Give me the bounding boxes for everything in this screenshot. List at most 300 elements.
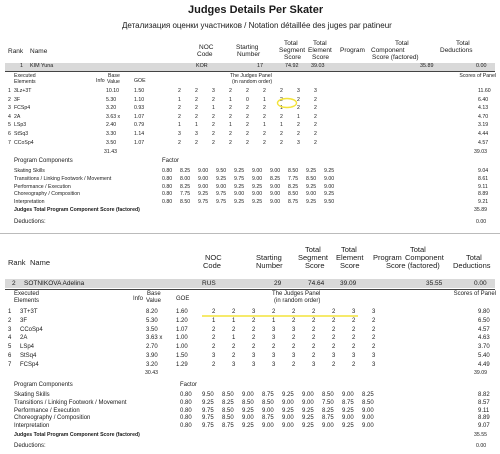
judge-score: 1	[232, 317, 236, 324]
component-judge: 9.25	[242, 423, 254, 430]
judge-score: 1	[263, 96, 266, 103]
lbl-elements: Elements	[14, 79, 36, 85]
component-judge: 9.00	[306, 191, 317, 198]
component-name: Interpretation	[14, 199, 45, 206]
judge-score: 2	[246, 105, 249, 112]
element-goe: 1.00	[176, 335, 188, 342]
component-factor: 0.80	[162, 191, 173, 198]
component-judge: 9.25	[306, 183, 317, 190]
judge-score: 1	[232, 335, 236, 342]
component-judge: 9.25	[302, 415, 314, 422]
judge-score: 2	[263, 105, 266, 112]
component-name: Choreography / Composition	[14, 191, 81, 198]
judge-score: 2	[195, 139, 198, 146]
s2-lbl-executed: Executed	[14, 291, 40, 297]
judge-score: 2	[332, 317, 336, 324]
judge-score: 3	[272, 361, 276, 368]
ded-label-2: Deductions:	[14, 443, 46, 449]
element-code: LSp4	[20, 344, 35, 351]
component-judge: 8.75	[262, 415, 274, 422]
judge-score: 3	[252, 309, 256, 315]
component-judge: 9.25	[252, 199, 263, 206]
component-judge: 9.00	[362, 423, 374, 430]
component-judge: 9.25	[302, 407, 314, 414]
component-judge: 9.75	[202, 407, 214, 414]
judge-score: 3	[272, 353, 276, 359]
component-judge: 8.25	[180, 183, 191, 190]
component-judge: 9.00	[242, 415, 254, 422]
judge-score: 2	[246, 139, 249, 146]
judge-score: 2	[246, 88, 249, 94]
judge-score: 3	[292, 353, 296, 359]
judge-score: 2	[292, 317, 296, 324]
s2-col-pcs-1: Total	[410, 245, 426, 254]
skater2-row	[0, 280, 500, 287]
component-judge: 9.00	[262, 407, 274, 414]
component-factor: 0.80	[162, 183, 173, 190]
element-sop: 4.49	[478, 361, 490, 368]
s2-col-rank: Rank	[8, 258, 26, 267]
ded-label-1: Deductions:	[14, 219, 46, 225]
judge-score: 2	[252, 317, 256, 324]
s2-col-starting: Starting	[256, 253, 282, 262]
judge-score: 2	[212, 113, 215, 120]
element-code: FCSp4	[14, 105, 31, 112]
lbl-goe: GOE	[134, 78, 146, 84]
component-score: 9.21	[478, 199, 489, 206]
s2-col-pcs-2: Program	[373, 253, 402, 262]
judge-score: 1	[297, 113, 300, 120]
element-code: 3T+3T	[20, 309, 38, 315]
skater1-pcs: 35.89	[420, 63, 434, 69]
judge-score: 2	[280, 88, 283, 94]
highlight-circle	[276, 97, 300, 112]
judge-score: 2	[252, 344, 256, 351]
component-judge: 9.00	[252, 168, 263, 174]
col-tss-2: Segment	[279, 47, 306, 54]
judge-score: 3	[297, 88, 300, 94]
judge-score: 2	[312, 317, 316, 324]
judge-score: 2	[212, 96, 215, 103]
judge-score: 2	[280, 139, 283, 146]
judge-score: 1	[212, 105, 215, 112]
element-base: 3.50	[146, 326, 158, 333]
judge-score: 2	[297, 105, 300, 112]
element-num: 7	[8, 361, 12, 368]
component-judge: 9.00	[234, 191, 245, 198]
skater1-name: KIM Yuna	[30, 63, 54, 69]
element-base: 3.20	[146, 361, 158, 368]
tes-total-2: 39.09	[474, 370, 487, 376]
component-name: Transitions / Linking Footwork / Movement	[14, 175, 112, 182]
judge-score: 2	[212, 344, 216, 351]
element-goe: 1.60	[176, 309, 188, 315]
component-name: Choreography / Composition	[14, 415, 91, 422]
component-name: Performance / Execution	[14, 407, 80, 414]
lbl-executed: Executed	[14, 73, 36, 79]
judge-score: 1	[229, 122, 232, 129]
judge-score: 3	[212, 353, 216, 359]
judge-score: 2	[332, 344, 336, 351]
element-base: 3.50	[106, 139, 117, 146]
judge-score: 3	[252, 353, 256, 359]
judge-score: 3	[272, 335, 276, 342]
judge-score: 3	[352, 309, 356, 315]
component-judge: 9.00	[242, 392, 254, 398]
judge-score: 2	[263, 113, 266, 120]
element-base: 8.20	[146, 309, 158, 315]
element-sop: 4.57	[478, 139, 489, 146]
pcs-total-2: 35.55	[474, 432, 487, 438]
judge-score: 2	[229, 139, 232, 146]
page-title: Judges Details Per Skater	[188, 4, 324, 16]
judge-score: 2	[272, 309, 276, 315]
component-judge: 9.00	[324, 175, 335, 182]
judge-score: 1	[212, 317, 216, 324]
judge-score: 2	[280, 96, 283, 103]
judge-score: 3	[195, 131, 198, 137]
element-num: 7	[8, 139, 11, 146]
lbl-factor-1: Factor	[162, 158, 180, 164]
judge-score: 2	[292, 309, 296, 315]
element-base: 3.63 x	[106, 113, 121, 120]
s2-col-name: Name	[30, 258, 51, 267]
page-subtitle: Детализация оценки участников / Notation détaillée des juges par patineur	[122, 21, 392, 30]
skater1-noc: KOR	[196, 63, 208, 69]
component-judge: 9.25	[342, 423, 354, 430]
s2-col-pcs-3: Component	[405, 253, 444, 262]
skater2-noc: RUS	[202, 280, 216, 287]
component-judge: 9.75	[202, 423, 214, 430]
judge-score: 2	[232, 344, 236, 351]
judge-score: 2	[246, 122, 249, 129]
component-judge: 9.00	[302, 392, 314, 398]
component-judge: 9.75	[216, 191, 227, 198]
judge-score: 2	[314, 139, 317, 146]
component-factor: 0.80	[162, 199, 173, 206]
component-judge: 9.75	[216, 199, 227, 206]
element-num: 2	[8, 317, 12, 324]
judge-score: 2	[312, 353, 316, 359]
element-code: StSq3	[14, 131, 29, 137]
element-code: 2A	[14, 113, 21, 120]
component-judge: 9.25	[342, 407, 354, 414]
component-factor: 0.80	[162, 168, 173, 174]
judge-score: 1	[280, 105, 283, 112]
judge-score: 1	[178, 96, 181, 103]
judge-score: 3	[297, 139, 300, 146]
skater1-rank: 1	[20, 63, 23, 69]
component-judge: 9.25	[282, 392, 294, 398]
col-name: Name	[30, 48, 48, 55]
col-tss-3: Score	[284, 54, 301, 61]
element-sop: 6.40	[478, 96, 489, 103]
judge-score: 3	[372, 361, 376, 368]
element-goe: 0.79	[134, 122, 145, 129]
component-judge: 9.25	[234, 183, 245, 190]
element-base: 3.30	[106, 131, 117, 137]
judge-score: 3	[292, 326, 296, 333]
element-num: 3	[8, 105, 11, 112]
component-judge: 9.00	[270, 168, 281, 174]
s2-col-pcs-4: Score (factored)	[386, 261, 440, 270]
element-goe: 1.07	[176, 326, 188, 333]
component-score: 9.04	[478, 168, 489, 174]
component-judge: 7.75	[180, 191, 191, 198]
judge-score: 1	[178, 122, 181, 129]
element-goe: 1.29	[176, 361, 188, 368]
component-judge: 9.00	[322, 423, 334, 430]
judge-score: 2	[292, 335, 296, 342]
component-judge: 8.25	[362, 392, 374, 398]
component-judge: 9.00	[324, 183, 335, 190]
element-num: 4	[8, 113, 11, 120]
component-judge: 9.50	[202, 392, 214, 398]
element-code: 3F	[14, 96, 21, 103]
component-judge: 8.50	[222, 392, 234, 398]
element-sop: 4.70	[478, 113, 489, 120]
component-judge: 8.50	[362, 399, 374, 406]
lbl-random: (in random order)	[232, 79, 273, 85]
component-judge: 9.25	[324, 191, 335, 198]
component-judge: 9.25	[242, 407, 254, 414]
judge-score: 2	[372, 344, 376, 351]
judge-score: 3	[372, 309, 376, 315]
judge-score: 2	[297, 122, 300, 129]
judge-score: 2	[178, 88, 181, 94]
judge-score: 2	[252, 326, 256, 333]
component-name: Skating Skills	[14, 392, 50, 398]
judge-score: 3	[352, 353, 356, 359]
judge-score: 2	[178, 139, 181, 146]
element-goe: 1.50	[176, 353, 188, 359]
component-judge: 9.25	[324, 168, 335, 174]
component-judge: 8.50	[288, 191, 299, 198]
section-gap	[0, 233, 500, 234]
component-judge: 9.00	[252, 191, 263, 198]
element-sop: 4.63	[478, 335, 490, 342]
judge-score: 2	[372, 335, 376, 342]
component-judge: 8.00	[180, 175, 191, 182]
component-name: Skating Skills	[14, 168, 45, 174]
pcs-label-1: Judges Total Program Component Score (factored)	[14, 207, 140, 213]
judge-score: 2	[280, 113, 283, 120]
judge-score: 3	[178, 131, 181, 137]
judge-score: 3	[372, 353, 376, 359]
s2-col-number: Number	[256, 261, 283, 270]
component-judge: 8.50	[322, 392, 334, 398]
s2-col-tes-2: Element	[336, 253, 364, 262]
judge-score: 1	[280, 122, 283, 129]
judge-score: 2	[263, 88, 266, 94]
element-sop: 3.19	[478, 122, 489, 129]
element-num: 3	[8, 326, 12, 333]
judge-score: 2	[312, 344, 316, 351]
element-goe: 1.07	[134, 113, 145, 120]
element-code: 3F	[20, 317, 28, 324]
component-judge: 9.25	[202, 399, 214, 406]
component-factor: 0.80	[180, 423, 192, 430]
judge-score: 2	[212, 122, 215, 129]
component-judge: 8.50	[242, 399, 254, 406]
judge-score: 3	[232, 361, 236, 368]
col-starting: Starting	[236, 44, 259, 51]
judge-score: 3	[212, 88, 215, 94]
component-judge: 9.00	[282, 399, 294, 406]
component-factor: 0.80	[180, 392, 192, 398]
element-code: CCoSp4	[14, 139, 34, 146]
judge-score: 2	[332, 309, 336, 315]
skater2-pcs: 35.55	[426, 280, 443, 287]
component-score: 8.82	[478, 392, 490, 398]
element-base: 3.90	[146, 353, 158, 359]
judge-score: 2	[280, 131, 283, 137]
judge-score: 2	[263, 131, 266, 137]
component-judge: 9.25	[302, 423, 314, 430]
component-judge: 9.00	[282, 415, 294, 422]
s2-lbl-random: (in random order)	[274, 298, 321, 304]
component-judge: 8.50	[222, 407, 234, 414]
component-judge: 9.75	[202, 415, 214, 422]
judge-score: 2	[314, 122, 317, 129]
bv-total-2: 30.43	[145, 370, 158, 376]
col-noc: NOC	[199, 44, 214, 51]
element-code: CCoSp4	[20, 326, 43, 333]
s2-col-tss-2: Segment	[298, 253, 329, 262]
col-code: Code	[197, 51, 213, 58]
pcs-label-2: Judges Total Program Component Score (factored)	[14, 432, 140, 438]
judge-score: 2	[212, 361, 216, 368]
col-tes-3: Score	[312, 54, 329, 61]
col-tes-2: Element	[308, 47, 332, 54]
component-judge: 8.50	[262, 399, 274, 406]
judge-score: 2	[352, 317, 356, 324]
judge-score: 2	[312, 309, 316, 315]
judge-score: 2	[352, 326, 356, 333]
component-factor: 0.80	[180, 407, 192, 414]
skater2-tes: 39.09	[340, 280, 357, 287]
component-score: 9.11	[478, 407, 490, 414]
element-sop: 5.40	[478, 353, 490, 359]
judge-score: 2	[314, 96, 317, 103]
s2-col-tes-1: Total	[341, 245, 357, 254]
element-base: 5.30	[106, 96, 117, 103]
s2-col-noc: NOC	[205, 253, 222, 262]
highlight-underline	[200, 314, 360, 318]
s2-col-code: Code	[203, 261, 221, 270]
element-base: 2.70	[146, 344, 158, 351]
component-judge: 8.25	[270, 175, 281, 182]
lbl-pc-2: Program Components	[14, 382, 73, 388]
component-judge: 8.25	[288, 183, 299, 190]
element-num: 5	[8, 122, 11, 129]
judge-score: 2	[212, 131, 215, 137]
element-code: StSq4	[20, 353, 37, 359]
col-pcs-4: Score (factored)	[372, 54, 419, 61]
element-goe: 1.20	[176, 317, 188, 324]
skater2-name: SOTNIKOVA Adelina	[24, 280, 85, 287]
judge-score: 2	[229, 131, 232, 137]
component-judge: 9.50	[216, 168, 227, 174]
judge-score: 3	[272, 326, 276, 333]
component-judge: 8.75	[322, 415, 334, 422]
lbl-panel: The Judges Panel	[230, 73, 272, 79]
component-judge: 9.00	[270, 183, 281, 190]
judge-score: 2	[292, 361, 296, 368]
component-score: 8.89	[478, 415, 490, 422]
element-sop: 11.60	[478, 88, 491, 94]
element-goe: 1.50	[134, 88, 145, 94]
element-sop: 6.50	[478, 317, 490, 324]
element-sop: 4.44	[478, 131, 489, 137]
component-judge: 9.25	[198, 191, 209, 198]
element-num: 6	[8, 353, 12, 359]
col-rank: Rank	[8, 48, 24, 55]
judge-score: 2	[212, 326, 216, 333]
lbl-base: Base	[108, 73, 120, 79]
element-sop: 4.57	[478, 326, 490, 333]
judge-score: 2	[263, 139, 266, 146]
skater1-row	[0, 63, 500, 70]
component-judge: 9.00	[270, 191, 281, 198]
component-judge: 9.00	[270, 199, 281, 206]
judge-score: 2	[229, 88, 232, 94]
s2-lbl-sop: Scores of Panel	[453, 291, 496, 297]
component-judge: 9.50	[324, 199, 335, 206]
s2-lbl-goe: GOE	[176, 296, 190, 302]
judge-score: 2	[229, 105, 232, 112]
s2-col-tss-1: Total	[305, 245, 321, 254]
col-tss-1: Total	[284, 40, 298, 47]
ded-total-2: 0.00	[476, 443, 487, 449]
judge-score: 2	[372, 326, 376, 333]
s2-lbl-elements: Elements	[14, 298, 40, 304]
component-judge: 7.50	[322, 399, 334, 406]
col-ded-1: Total	[456, 40, 470, 47]
col-pcs-1: Program	[340, 47, 365, 54]
judge-score: 1	[195, 122, 198, 129]
s2-lbl-panel: The Judges Panel	[272, 291, 321, 297]
element-num: 2	[8, 96, 11, 103]
judge-score: 3	[312, 361, 316, 368]
component-factor: 0.80	[162, 175, 173, 182]
component-judge: 8.75	[288, 199, 299, 206]
judge-score: 2	[312, 335, 316, 342]
component-judge: 9.25	[234, 199, 245, 206]
judge-score: 2	[229, 113, 232, 120]
skater2-ded: 0.00	[474, 280, 487, 287]
col-number: Number	[237, 51, 261, 58]
judge-score: 2	[232, 309, 236, 315]
component-judge: 9.00	[362, 407, 374, 414]
component-judge: 9.25	[306, 199, 317, 206]
component-judge: 8.50	[180, 199, 191, 206]
component-judge: 8.50	[222, 415, 234, 422]
element-code: FCSp4	[20, 361, 39, 368]
judge-score: 0	[246, 96, 249, 103]
lbl-value: Value	[107, 79, 120, 85]
s2-lbl-value: Value	[146, 298, 161, 304]
component-judge: 9.00	[216, 183, 227, 190]
s2-lbl-base: Base	[147, 291, 161, 297]
judge-score: 2	[246, 131, 249, 137]
component-name: Interpretation	[14, 423, 50, 430]
component-name: Transitions / Linking Footwork / Movement	[14, 399, 127, 406]
component-score: 8.89	[478, 191, 489, 198]
component-score: 9.11	[478, 183, 488, 190]
element-base: 3.20	[106, 105, 117, 112]
component-judge: 9.25	[216, 175, 227, 182]
